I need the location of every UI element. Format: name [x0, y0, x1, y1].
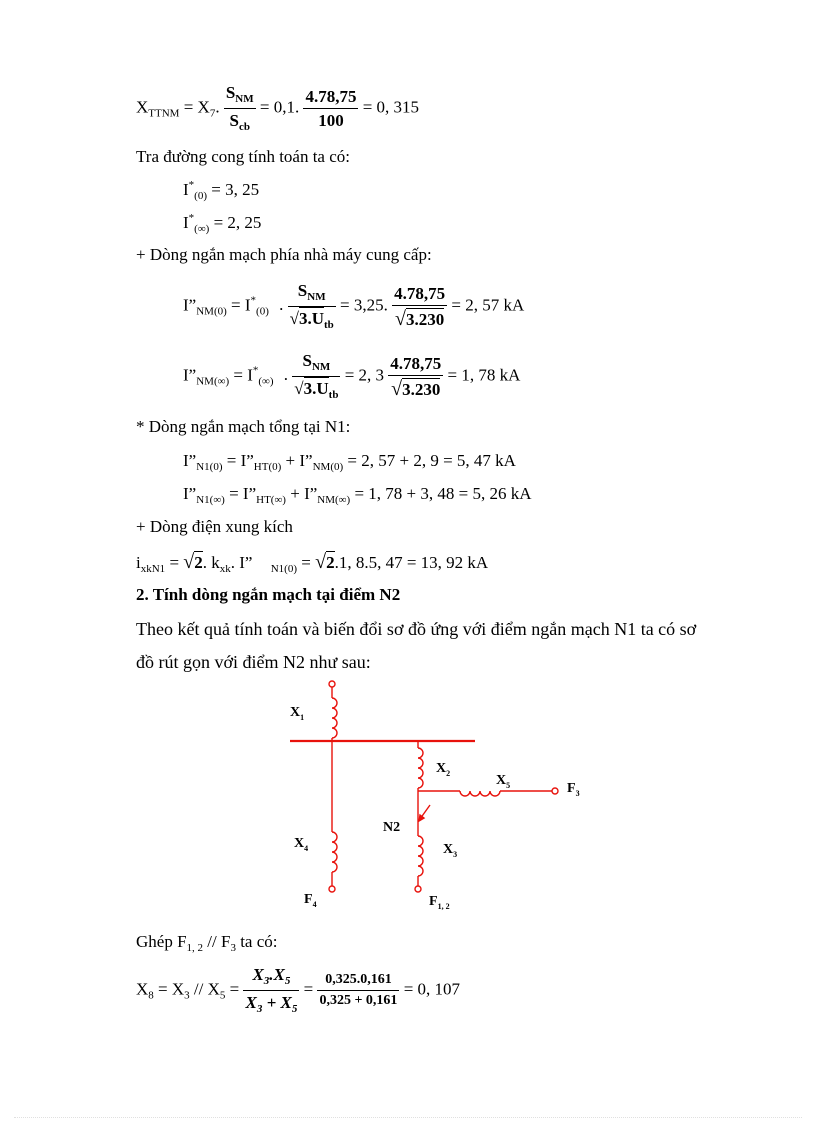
eq-inm0: $I”_{NM(0)} = I^*_{(0)}$ . $\frac{S_{NM}}{√3.U_{tb}}$ = 3,25. $\frac{4.78,75}{√3.230}$ = 2, 57 kA [183, 281, 525, 331]
inductor-x1 [332, 698, 337, 738]
merge-text: Ghép $F_{1, 2} // F_3$ ta có: [136, 932, 278, 954]
label-f12: $F_{1, 2}$ [429, 894, 450, 911]
terminal-f3 [552, 788, 558, 794]
terminal-top [329, 681, 335, 687]
fraction-snm-scb: $\frac{S_{NM}}{S_{cb}}$ [225, 83, 254, 133]
fraction-values: $\frac{4.78,75}{100}$ [305, 87, 357, 130]
fraction-x3x5: $\frac{X_3.X_5}{X_3 + X_5}$ [245, 965, 298, 1015]
label-x1: $X_1$ [290, 705, 305, 722]
inductor-x4 [332, 832, 337, 872]
label-x3: $X_3$ [443, 842, 458, 859]
fraction-snm-sqrt: $\frac{S_{NM}}{√3.U_{tb}}$ [289, 281, 334, 331]
paragraph-line-1: Theo kết quả tính toán và biến đổi sơ đồ ứng với điểm ngắn mạch N1 ta có sơ [136, 619, 697, 639]
fraction-snm-sqrt: $\frac{S_{NM}}{√3.U_{tb}}$ [294, 351, 339, 401]
inductor-x5 [460, 791, 500, 796]
fraction-values: $\frac{4.78,75}{√3.230}$ [394, 283, 446, 330]
eq-inminf: $I”_{NM(\infty)} = I^*_{(\infty)}$ . $\frac{S_{NM}}{√3.U_{tb}}$ = 2, 3 $\frac{4.78,75}{√3.230}$ = 1, 78 kA [183, 351, 521, 401]
eq-x8: $X_8 = X_3 // X_5$ = $\frac{X_3.X_5}{X_3 + X_5}$ = $\frac{0,325.0,161}{0,325 + 0,161}$ = 0, 107 [136, 965, 461, 1015]
label-n2: N2 [383, 820, 401, 835]
label-x4: $X_4$ [294, 836, 309, 853]
paragraph-line-2: đồ rút gọn với điểm N2 như sau: [136, 652, 371, 672]
eq-i0: $I^*_{(0)} = 3$, 25 [183, 179, 260, 202]
plant-title: + Dòng ngắn mạch phía nhà máy cung cấp: [136, 245, 432, 264]
label-f4: $F_4$ [304, 892, 317, 909]
label-x5: $X_5$ [496, 773, 511, 790]
terminal-f12 [415, 886, 421, 892]
inductor-x2 [418, 748, 423, 788]
eq-in10: $I”_{N1(0)}$ = $I”_{HT(0)}$ + $I”_{NM(0)} = 2$, 57 + 2, 9 = 5, 47 kA [183, 451, 516, 473]
page-bottom-divider [14, 1117, 802, 1118]
eq-ixk: $i_{xkN1} = √2$. $k_{xk}$. I” $_{N1(0)}$ = √2.1, 8.5, 47 = 13, 92 kA [136, 551, 489, 575]
fraction-values: $\frac{4.78,75}{√3.230}$ [390, 353, 442, 400]
lookup-text: Tra đường cong tính toán ta có: [136, 147, 350, 166]
terminal-f4 [329, 886, 335, 892]
section-2-heading: 2. Tính dòng ngắn mạch tại điểm N2 [136, 585, 401, 604]
total-title: * Dòng ngắn mạch tổng tại N1: [136, 417, 351, 436]
impulse-title: + Dòng điện xung kích [136, 517, 293, 536]
eq-xttnm: $X_{TTNM} = X_7$. $\frac{S_{NM}}{S_{cb}}$ = 0,1. $\frac{4.78,75}{100}$ = 0, 315 [136, 83, 420, 133]
reduced-circuit-diagram [0, 670, 816, 930]
inductor-x3 [418, 836, 423, 876]
fraction-values: $\frac{0,325.0,161}{0,325 + 0,161}$ [319, 972, 398, 1008]
eq-iinf: $I^*_{(\infty)} = 2$, 25 [183, 212, 262, 235]
label-f3: $F_3$ [567, 781, 580, 798]
eq-in1inf: $I”_{N1(\infty)}$ = $I”_{HT(\infty)}$ + $I”_{NM(\infty)} = 1$, 78 + 3, 48 = 5, 26 kA [183, 484, 532, 506]
label-x2: $X_2$ [436, 761, 451, 778]
